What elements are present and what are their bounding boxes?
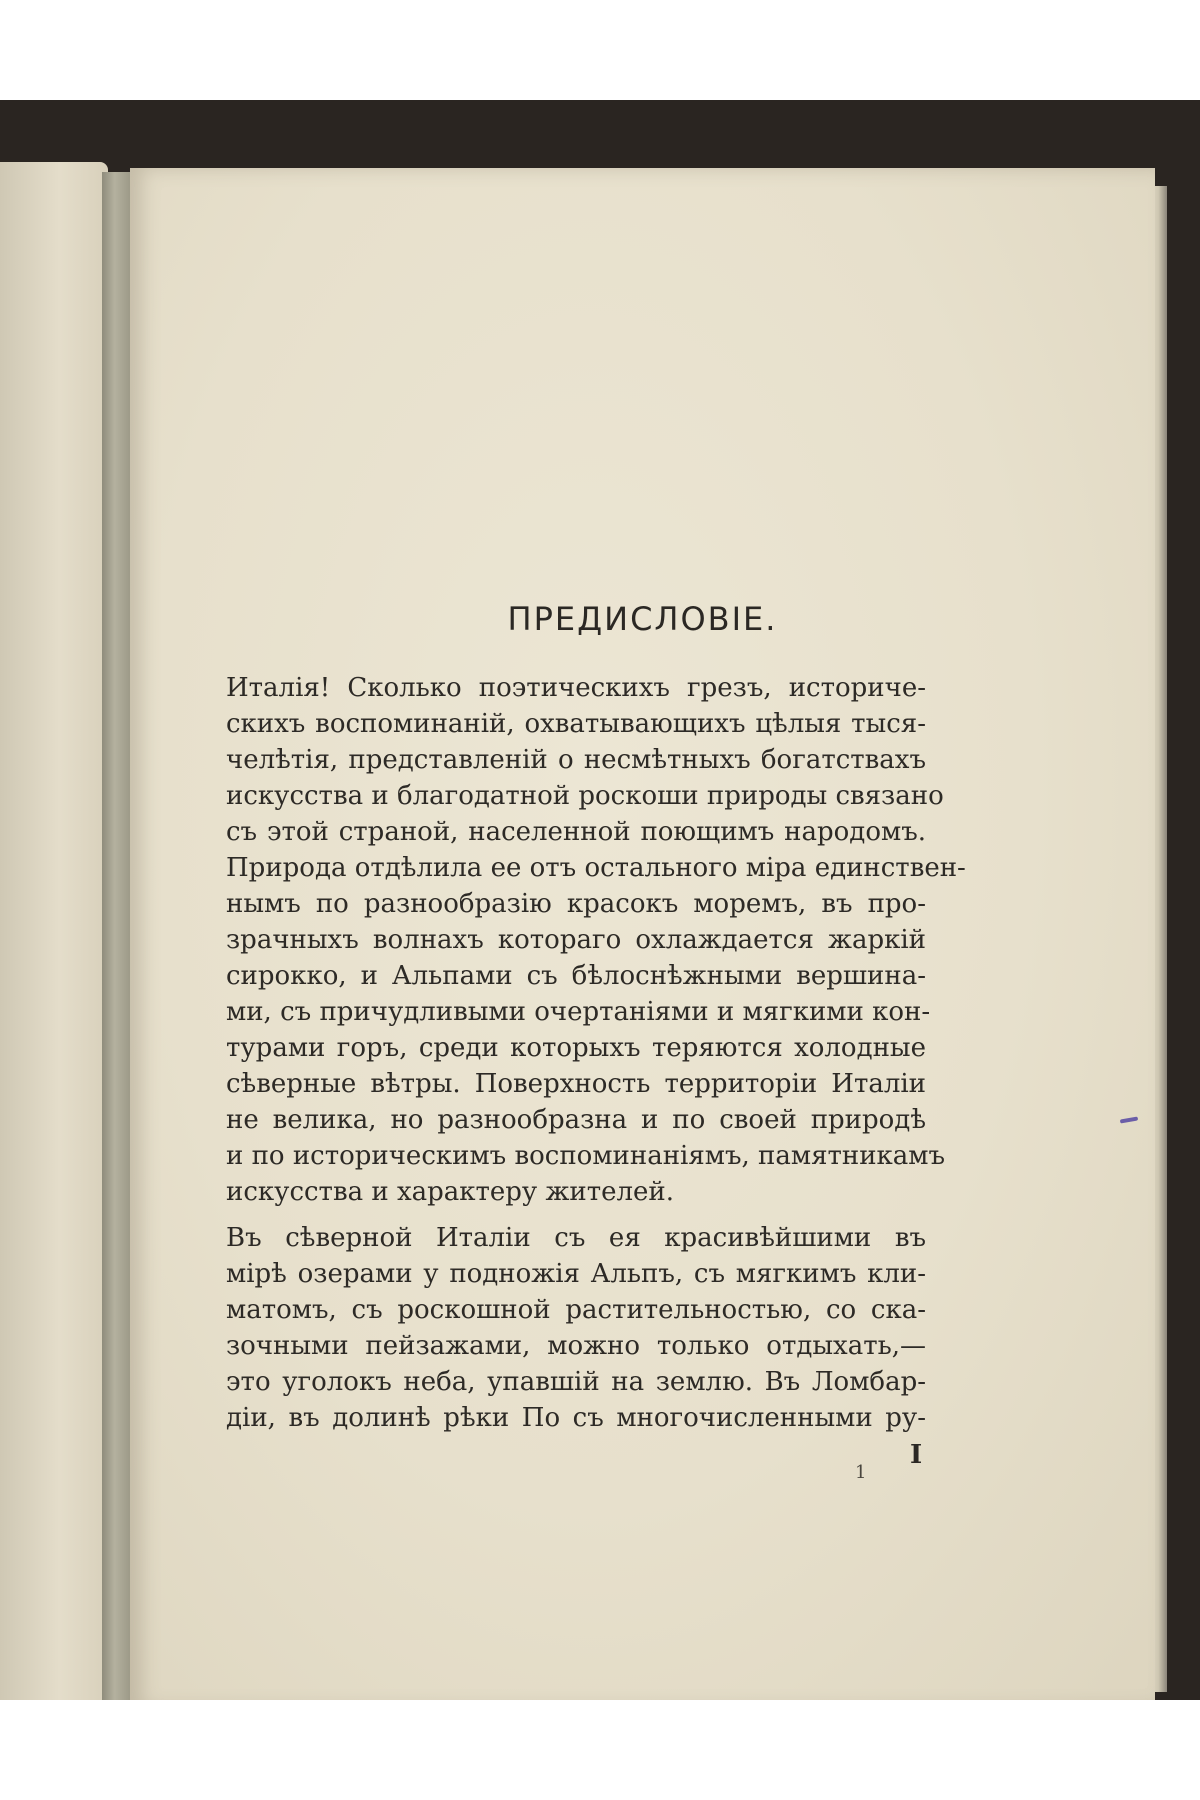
page-number: 1 xyxy=(855,1462,867,1483)
body-text xyxy=(226,670,966,1436)
book-page xyxy=(130,168,1155,1700)
text-line: турами горъ, среди которыхъ теряются холодные xyxy=(226,1033,926,1063)
text-line: Природа отдѣлила ее отъ остального мiра единствен- xyxy=(226,853,966,883)
page-heading: ПРЕДИСЛОВIЕ. xyxy=(507,600,778,638)
text-line: скихъ воспоминанiй, охватывающихъ цѣлыя тыся- xyxy=(226,709,926,739)
text-line: зочными пейзажами, можно только отдыхать,— xyxy=(226,1331,926,1361)
text-line: не велика, но разнообразна и по своей природѣ xyxy=(226,1105,926,1135)
text-line: матомъ, съ роскошной растительностью, со ска- xyxy=(226,1295,926,1325)
text-line: дiи, въ долинѣ рѣки По съ многочисленными ру- xyxy=(226,1403,926,1433)
text-line: искусства и характеру жителей. xyxy=(226,1177,674,1207)
paragraph-1 xyxy=(226,670,966,1210)
text-line: Италiя! Сколько поэтическихъ грезъ, историче- xyxy=(226,673,926,703)
book-spine xyxy=(102,172,130,1700)
left-page-edge xyxy=(0,162,108,1700)
book-photo xyxy=(0,100,1200,1700)
text-line: съ этой страной, населенной поющимъ народомъ. xyxy=(226,817,926,847)
text-line: ми, съ причудливыми очертанiями и мягкими кон- xyxy=(226,997,931,1027)
signature-mark: I xyxy=(910,1440,923,1470)
text-line: сѣверные вѣтры. Поверхность территорiи Италiи xyxy=(226,1069,926,1099)
text-line: челѣтiя, представленiй о несмѣтныхъ богатствахъ xyxy=(226,745,926,775)
text-line: Въ сѣверной Италiи съ ея красивѣйшими въ xyxy=(226,1223,926,1253)
text-line: мiрѣ озерами у подножiя Альпъ, съ мягкимъ кли- xyxy=(226,1259,926,1289)
text-line: нымъ по разнообразiю красокъ моремъ, въ про- xyxy=(226,889,926,919)
ink-mark xyxy=(1120,1116,1138,1123)
paragraph-2 xyxy=(226,1220,926,1436)
text-line: это уголокъ неба, упавшiй на землю. Въ Ломбар- xyxy=(226,1367,926,1397)
text-line: искусства и благодатной роскоши природы связано xyxy=(226,781,944,811)
text-line: и по историческимъ воспоминанiямъ, памятникамъ xyxy=(226,1141,946,1171)
text-line: сирокко, и Альпами съ бѣлоснѣжными вершина- xyxy=(226,961,926,991)
text-line: зрачныхъ волнахъ котораго охлаждается жаркiй xyxy=(226,925,926,955)
